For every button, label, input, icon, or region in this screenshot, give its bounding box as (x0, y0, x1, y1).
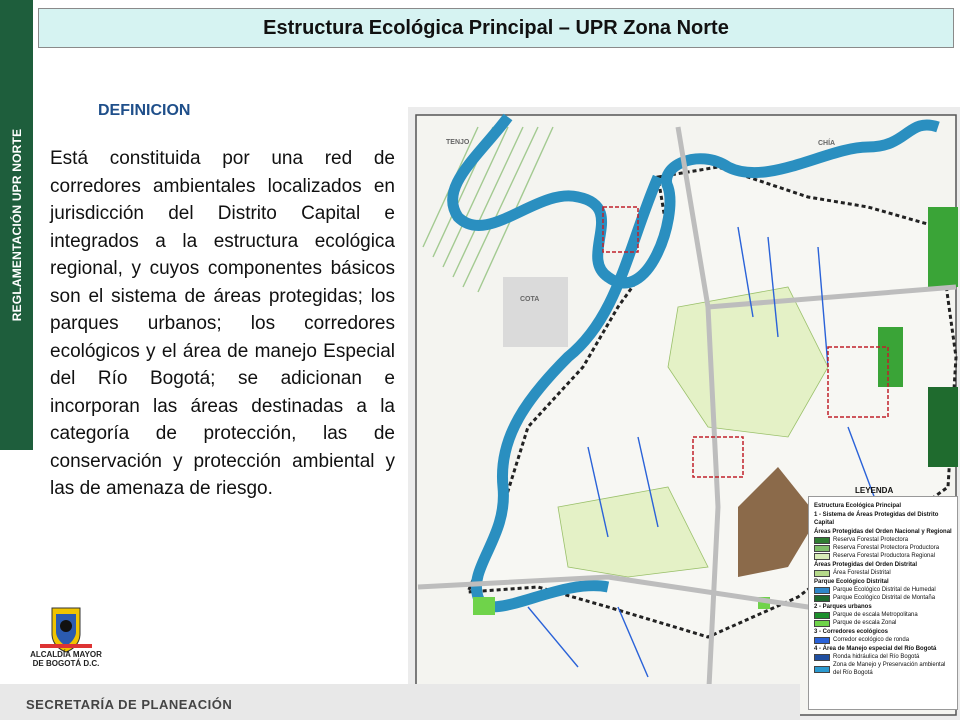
map-label-tenjo: TENJO (446, 139, 470, 146)
legend-heading: Estructura Ecológica Principal (814, 503, 902, 509)
legend-item-label: 2 - Parques urbanos (814, 604, 872, 610)
legend-swatch (814, 595, 830, 602)
legend-item (814, 645, 952, 653)
side-tab (0, 0, 33, 450)
legend-item (814, 552, 952, 560)
legend-title: LEYENDA (855, 486, 894, 495)
section-heading: DEFINICION (98, 102, 191, 119)
legend-item-label: 3 - Corredores ecológicos (814, 629, 889, 635)
legend-item (814, 628, 952, 636)
legend-item (814, 561, 952, 569)
legend-swatch (814, 545, 830, 552)
legend-item (814, 611, 952, 619)
map-label-cota: COTA (520, 296, 540, 303)
legend-item-label: 1 - Sistema de Áreas Protegidas del Distrito Capital (814, 512, 939, 526)
page-title: Estructura Ecológica Principal – UPR Zona Norte (263, 16, 729, 39)
legend-item (814, 578, 952, 586)
legend-swatch (814, 570, 830, 577)
legend-item-label: Corredor ecológico de ronda (833, 637, 910, 643)
legend-item (814, 653, 952, 661)
logo-text: ALCALDÍA MAYOR DE BOGOTÁ D.C. (30, 650, 102, 668)
legend-swatch (814, 553, 830, 560)
legend-swatch (814, 654, 830, 661)
legend-item (814, 569, 952, 577)
legend-item (814, 661, 952, 677)
legend-item-label: Áreas Protegidas del Orden Distrital (814, 562, 918, 568)
legend-item-label: Área Forestal Distrital (833, 570, 891, 576)
legend-item (814, 544, 952, 552)
map-label-chia: CHÍA (818, 140, 836, 147)
legend-item-label: Áreas Protegidas del Orden Nacional y Regional (814, 529, 952, 535)
legend-item (814, 603, 952, 611)
legend-swatch (814, 537, 830, 544)
legend-item (814, 528, 952, 536)
legend-item (814, 536, 952, 544)
legend-item-label: Parque Ecológico Distrital (814, 579, 889, 585)
legend-swatch (814, 587, 830, 594)
legend-swatch (814, 620, 830, 627)
legend-item-label: Reserva Forestal Protectora Productora (833, 545, 940, 551)
legend-item-label: Reserva Forestal Protectora (833, 537, 909, 543)
legend-item-label: Zona de Manejo y Preservación ambiental del Río Bogotá (833, 662, 946, 676)
legend-item (814, 594, 952, 602)
legend-item-label: Ronda hidráulica del Río Bogotá (833, 654, 920, 660)
title-bar (38, 8, 954, 48)
legend-item-label: Parque Ecológico Distrital de Montaña (833, 595, 936, 601)
legend-item (814, 619, 952, 627)
footer-label: SECRETARÍA DE PLANEACIÓN (26, 697, 233, 712)
legend-item-label: Parque Ecológico Distrital de Humedal (833, 587, 936, 593)
legend-swatch (814, 612, 830, 619)
legend-swatch (814, 637, 830, 644)
map-legend (808, 496, 958, 710)
legend-item-label: Parque de escala Metropolitana (833, 612, 918, 618)
legend-item-label: Parque de escala Zonal (833, 620, 897, 626)
legend-item (814, 511, 952, 527)
legend-item (814, 636, 952, 644)
definition-text: Está constituida por una red de corredores ambientales localizados en jurisdicción del Distrito Capital e integrados a la estructura ecológica regional, y cuyos componentes básicos son el sistema de áreas protegidas; los parques urbanos; los corredores ecológicos y el área de manejo Especial del Río Bogotá; se adicionan e incorporan las áreas destinadas a la categoría de protección, las de conservación y protección ambiental y las de amenaza de riesgo. (50, 148, 395, 499)
legend-item-label: Reserva Forestal Productora Regional (833, 553, 936, 559)
legend-swatch (814, 666, 830, 673)
legend-item (814, 586, 952, 594)
side-tab-label: REGLAMENTACIÓN UPR NORTE (9, 128, 24, 322)
legend-item-label: 4 - Área de Manejo especial del Río Bogotá (814, 646, 937, 652)
